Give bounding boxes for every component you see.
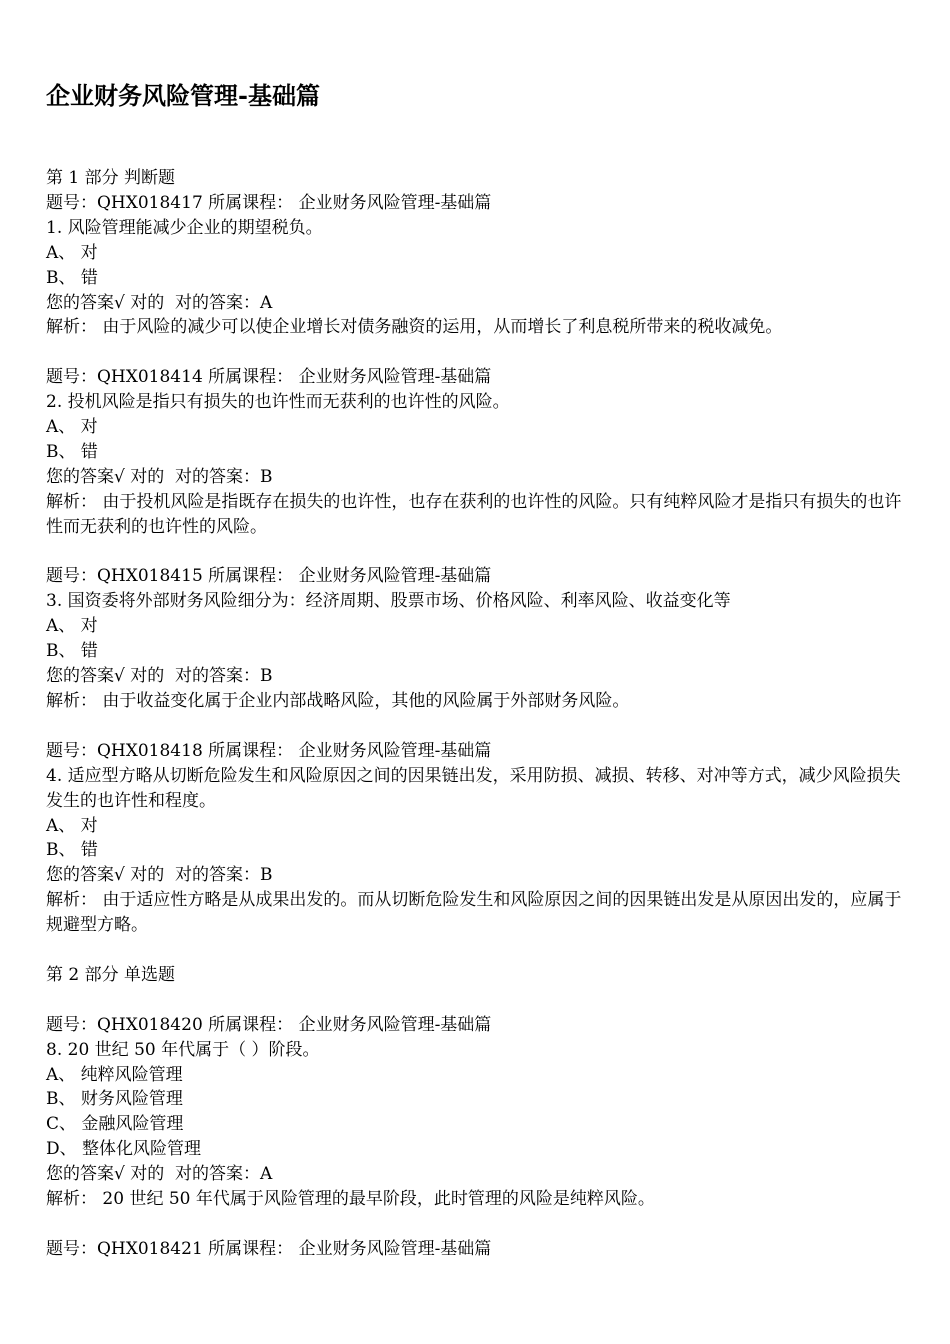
option-b: B、 财务风险管理	[46, 1089, 183, 1110]
option-c: C、 金融风险管理	[46, 1114, 184, 1135]
document-title: 企业财务风险管理-基础篇	[46, 81, 320, 110]
question-meta: 题号：QHX018421 所属课程： 企业财务风险管理-基础篇	[46, 1238, 492, 1259]
analysis-line: 解析： 由于投机风险是指既存在损失的也许性，也存在获利的也许性的风险。只有纯粹风险才是指只有损失的也许性而无获利的也许性的风险。	[46, 491, 902, 537]
question-stem: 1. 风险管理能减少企业的期望税负。	[46, 217, 323, 238]
answer-line: 您的答案√ 对的 对的答案：B	[46, 865, 273, 886]
answer-line: 您的答案√ 对的 对的答案：A	[46, 1164, 273, 1185]
option-a: A、 纯粹风险管理	[46, 1064, 183, 1085]
analysis-line: 解析： 由于风险的减少可以使企业增长对债务融资的运用，从而增长了利息税所带来的税收减免。	[46, 317, 783, 338]
option-a: A、 对	[46, 815, 98, 836]
section-heading: 第 2 部分 单选题	[46, 964, 176, 985]
question-meta: 题号：QHX018414 所属课程： 企业财务风险管理-基础篇	[46, 367, 492, 388]
question-stem: 2. 投机风险是指只有损失的也许性而无获利的也许性的风险。	[46, 392, 510, 413]
answer-line: 您的答案√ 对的 对的答案：A	[46, 292, 273, 313]
analysis-line: 解析： 由于适应性方略是从成果出发的。而从切断危险发生和风险原因之间的因果链出发是从原因出发的，应属于规避型方略。	[46, 890, 902, 936]
section-single-choice	[46, 963, 904, 1262]
analysis-line: 解析： 20 世纪 50 年代属于风险管理的最早阶段，此时管理的风险是纯粹风险。	[46, 1189, 655, 1210]
question-meta: 题号：QHX018417 所属课程： 企业财务风险管理-基础篇	[46, 192, 492, 213]
question-item	[46, 739, 904, 938]
question-meta: 题号：QHX018418 所属课程： 企业财务风险管理-基础篇	[46, 740, 492, 761]
question-stem: 8. 20 世纪 50 年代属于（ ）阶段。	[46, 1039, 320, 1060]
question-item	[46, 1013, 904, 1212]
question-item	[46, 1237, 904, 1262]
option-a: A、 对	[46, 242, 98, 263]
option-b: B、 错	[46, 441, 98, 462]
option-a: A、 对	[46, 616, 98, 637]
question-meta: 题号：QHX018415 所属课程： 企业财务风险管理-基础篇	[46, 566, 492, 587]
question-item	[46, 191, 904, 340]
section-heading: 第 1 部分 判断题	[46, 168, 176, 188]
option-a: A、 对	[46, 417, 98, 438]
option-d: D、 整体化风险管理	[46, 1139, 202, 1160]
answer-line: 您的答案√ 对的 对的答案：B	[46, 666, 273, 687]
option-b: B、 错	[46, 840, 98, 861]
question-meta: 题号：QHX018420 所属课程： 企业财务风险管理-基础篇	[46, 1014, 492, 1035]
analysis-line: 解析： 由于收益变化属于企业内部战略风险，其他的风险属于外部财务风险。	[46, 691, 630, 711]
question-stem: 4. 适应型方略从切断危险发生和风险原因之间的因果链出发，采用防损、减损、转移、对冲等方式，减少风险损失发生的也许性和程度。	[46, 765, 901, 811]
question-stem: 3. 国资委将外部财务风险细分为：经济周期、股票市场、价格风险、利率风险、收益变化等	[46, 591, 731, 612]
answer-line: 您的答案√ 对的 对的答案：B	[46, 466, 273, 487]
section-judgment	[46, 166, 904, 938]
question-item	[46, 365, 904, 539]
question-item	[46, 564, 904, 713]
option-b: B、 错	[46, 267, 98, 288]
option-b: B、 错	[46, 641, 98, 662]
